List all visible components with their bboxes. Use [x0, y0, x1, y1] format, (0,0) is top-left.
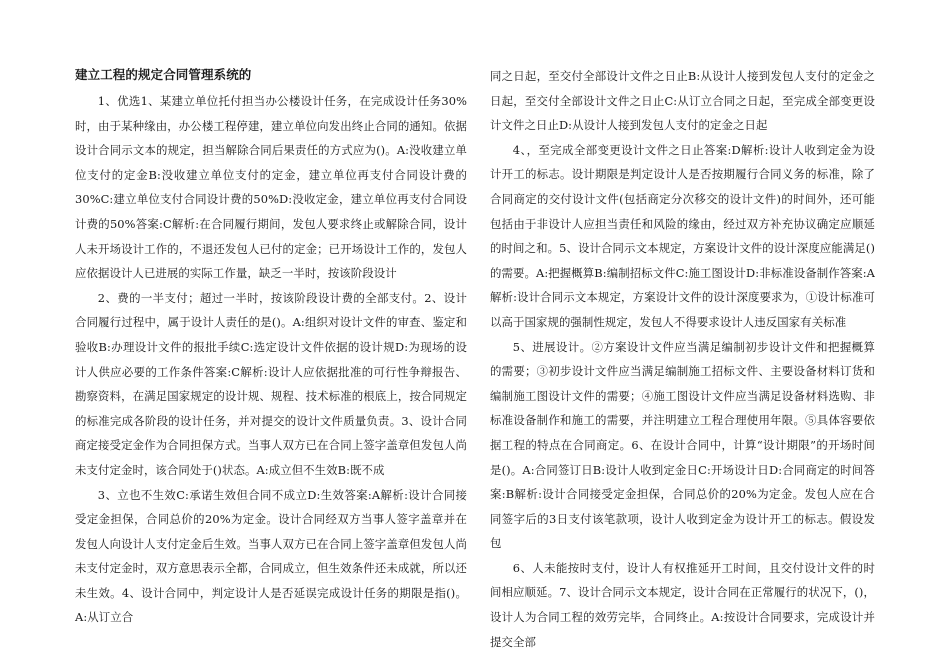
- paragraph: 5、进展设计。②方案设计文件应当满足编制初步设计文件和把握概算的需要；③初步设计文件应当满足编制施工招标文件、主要设备材料订货和编制施工图设计文件的需要；④施工图设计文件应当满足设备材料选购、非标准设备制作和施工的需要，并注明建立工程合理使用年限。⑤具体容要依据工程的特点在合同商定。6、在设计合同中，计算“设计期限”的开场时间是()。A:合同签订日B:设计人收到定金日C:开场设计日D:合同商定的时间答案:B解析:设计合同接受定金担保，合同总价的20%为定金。发包人应在合同签字后的3日支付该笔款项，设计人收到定金为设计开工的标志。假设发包: [490, 339, 875, 551]
- paragraph: 6、人未能按时支付，设计人有权推延开工时间，且交付设计文件的时间相应顺延。7、设计合同示文本规定，设计合同在正常履行的状况下，()，设计人为合同工程的效劳完毕，合同终止。A:按设计合同要求，完成设计并提交全部: [490, 560, 875, 649]
- document-title: 建立工程的规定合同管理系统的: [75, 67, 252, 82]
- paragraph: 2、费的一半支付；超过一半时，按该阶段设计费的全部支付。2、设计合同履行过程中，属于设计人责任的是()。A:组织对设计文件的审查、鉴定和验收B:办理设计文件的报批手续C:选定设计文件依据的设计规D:为现场的设计人供应必要的工作条件答案:C解析:设计人应依据批准的可行性争辩报告、勘察资料，在满足国家规定的设计规、规程、技术标准的根底上，按合同规定的标准完成各阶段的设计任务，并对提交的设计文件质量负责。3、设计合同商定接受定金作为合同担保方式。当事人双方已在合同上签字盖章但发包人尚未支付定金时，该合同处于()状态。A:成立但不生效B:既不成: [75, 290, 467, 477]
- right-column: [490, 64, 875, 654]
- left-column: [75, 64, 467, 630]
- paragraph: 1、优选1、某建立单位托付担当办公楼设计任务，在完成设计任务30%时，由于某种缘由，办公楼工程停建，建立单位向发出终止合同的通知。依据设计合同示文本的规定，担当解除合同后果责任的方式应为()。A:没收建立单位支付的定金B:没收建立单位支付的定金，建立单位再支付合同设计费的30%C:建立单位支付合同设计费的50%D:没收定金，建立单位再支付合同设计费的50%答案:C解析:在合同履行期间，发包人要求终止或解除合同，设计人未开场设计工作的，不退还发包人已付的定金；已开场设计工作的，发包人应依据设计人已进展的实际工作量，缺乏一半时，按该阶段设计: [75, 94, 467, 281]
- paragraph: 3、立也不生效C:承诺生效但合同不成立D:生效答案:A解析:设计合同接受定金担保，合同总价的20%为定金。设计合同经双方当事人签字盖章并在发包人向设计人支付定金后生效。当事人双方已在合同上签字盖章但发包人尚未支付定金时，双方意思表示全都，合同成立，但生效条件还未成就，所以还未生效。4、设计合同中，判定设计人是否延误完成设计任务的期限是指()。A:从订立合: [75, 487, 467, 625]
- paragraph-continued: 同之日起，至交付全部设计文件之日止B:从设计人接到发包人支付的定金之日起，至交付全部设计文件之日止C:从订立合同之日起，至完成全部变更设计文件之日止D:从设计人接到发包人支付的定金之日起: [490, 69, 875, 133]
- paragraph: 4、，至完成全部变更设计文件之日止答案:D解析:设计人收到定金为设计开工的标志。设计期限是判定设计人是否按期履行合同义务的标准，除了合同商定的交付设计文件(包括商定分次移交的设计文件)的时间外，还可能包括由于非设计人应担当责任和风险的缘由，经过双方补充协议确定应顺延的时间之和。5、设计合同示文本规定，方案设计文件的设计深度应能满足()的需要。A:把握概算B:编制招标文件C:施工图设计D:非标准设备制作答案:A解析:设计合同示文本规定，方案设计文件的设计深度要求为，①设计标准可以高于国家规的强制性规定，发包人不得要求设计人违反国家有关标准: [490, 142, 875, 329]
